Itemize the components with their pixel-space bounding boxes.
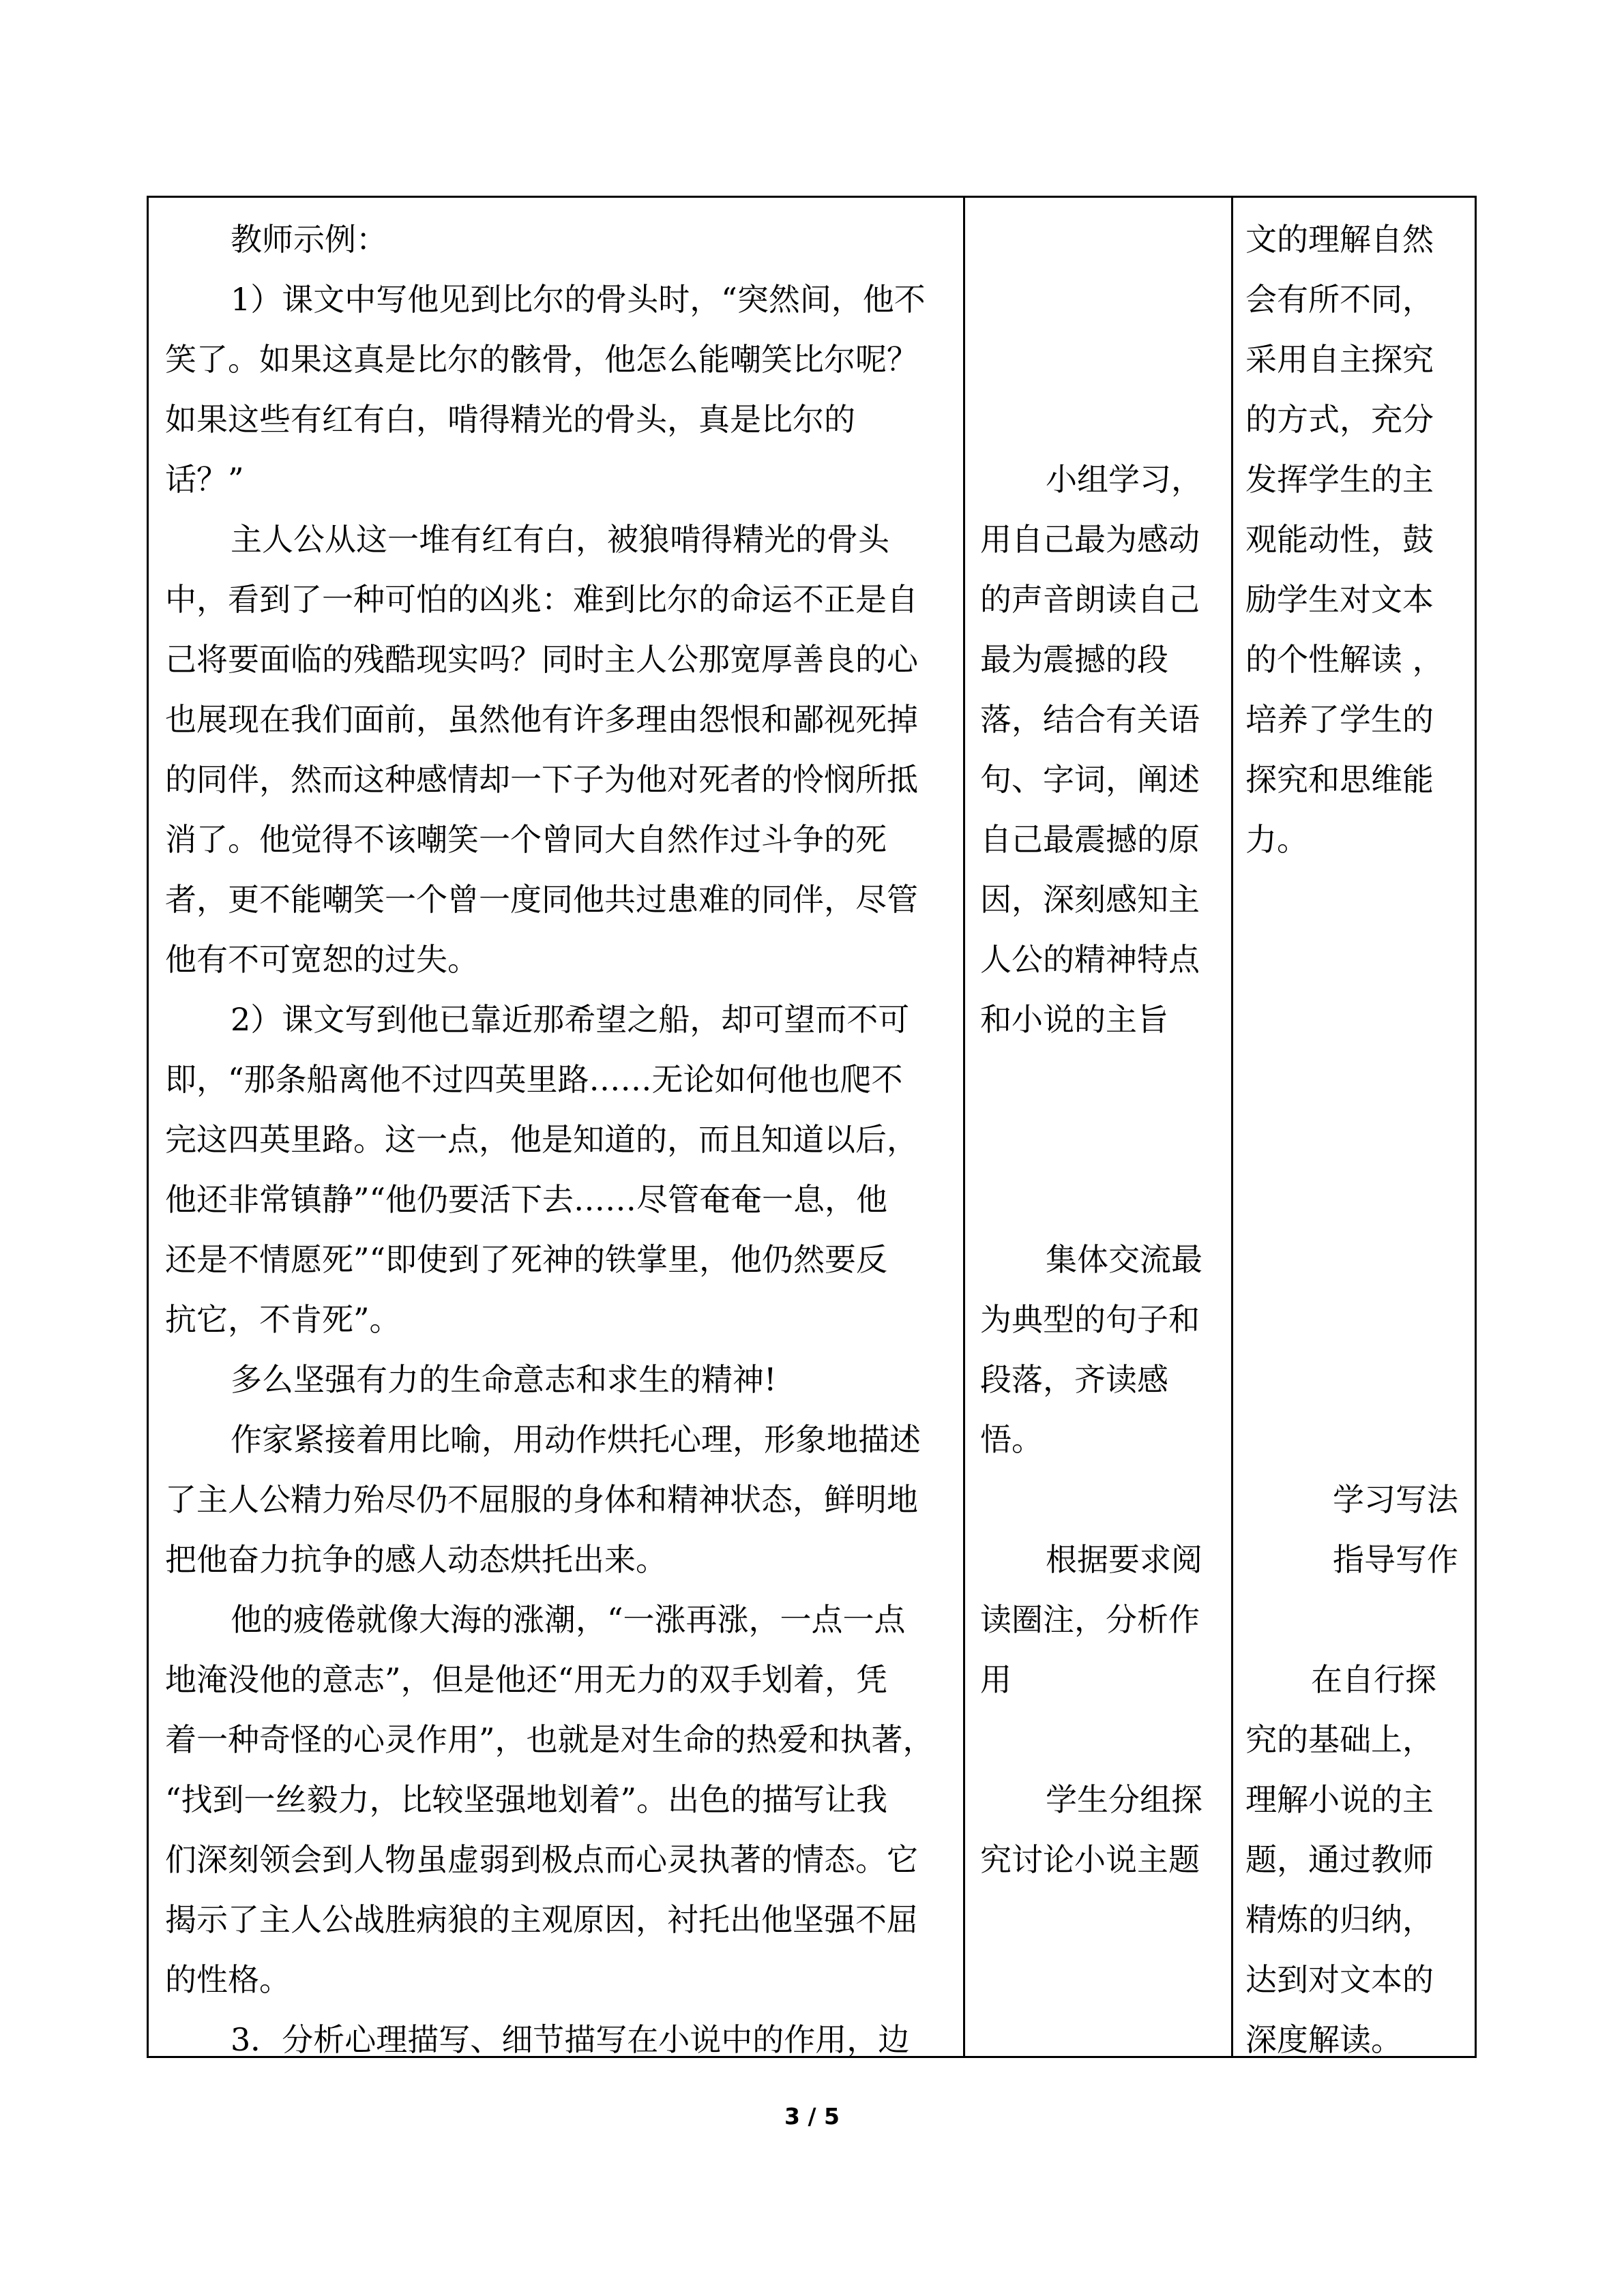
right-column-line: 采用自主探究	[1245, 341, 1434, 378]
middle-column-line: 用	[980, 1661, 1012, 1698]
left-column-line: 揭示了主人公战胜病狼的主观原因，衬托出他坚强不屈	[165, 1901, 918, 1938]
left-column-line: 的同伴，然而这种感情却一下子为他对死者的怜悯所抵	[165, 761, 918, 798]
right-column-line: 深度解读。	[1245, 2021, 1402, 2058]
middle-column-line: 因，深刻感知主	[980, 881, 1200, 918]
left-column-line: 多么坚强有力的生命意志和求生的精神!	[231, 1361, 777, 1398]
right-column-line: 文的理解自然	[1245, 221, 1434, 258]
left-column-line: 了主人公精力殆尽仍不屈服的身体和精神状态，鲜明地	[165, 1481, 918, 1518]
middle-column-line: 人公的精神特点	[980, 941, 1200, 978]
left-column-line: 也展现在我们面前，虽然他有许多理由怨恨和鄙视死掉	[165, 701, 918, 738]
right-column-line: 培养了学生的	[1245, 701, 1434, 738]
middle-column-line: 用自己最为感动	[980, 521, 1200, 558]
left-column-line: 他的疲倦就像大海的涨潮，“一涨再涨，一点一点	[231, 1601, 906, 1638]
left-column-line: 中，看到了一种可怕的凶兆：难到比尔的命运不正是自	[165, 581, 918, 618]
left-column-line: 的性格。	[165, 1961, 291, 1998]
left-column-line: 抗它，不肯死”。	[165, 1301, 401, 1338]
right-column-line: 的个性解读 ，	[1245, 641, 1444, 678]
left-column-line: 主人公从这一堆有红有白，被狼啃得精光的骨头	[231, 521, 889, 558]
left-column-line: “找到一丝毅力，比较坚强地划着”。出色的描写让我	[165, 1781, 888, 1818]
left-column-line: 3．分析心理描写、细节描写在小说中的作用，边	[231, 2021, 910, 2058]
middle-column-line: 究讨论小说主题	[980, 1841, 1200, 1878]
right-column-line: 精炼的归纳，	[1245, 1901, 1434, 1938]
middle-column-line: 自己最震撼的原	[980, 821, 1200, 858]
middle-column-line: 学生分组探	[1046, 1781, 1202, 1818]
right-column-line: 在自行探	[1311, 1661, 1436, 1698]
left-column-line: 即，“那条船离他不过四英里路……无论如何他也爬不	[165, 1061, 903, 1098]
right-column-line: 探究和思维能	[1245, 761, 1434, 798]
right-column-line: 达到对文本的	[1245, 1961, 1434, 1998]
middle-column-line: 集体交流最	[1046, 1241, 1202, 1278]
page-number: 3 / 5	[784, 2103, 840, 2130]
left-column-line: 把他奋力抗争的感人动态烘托出来。	[165, 1541, 667, 1578]
right-column-line: 力。	[1245, 821, 1308, 858]
left-column-line: 完这四英里路。这一点，他是知道的，而且知道以后，	[165, 1121, 918, 1158]
middle-column-line: 段落，齐读感	[980, 1361, 1168, 1398]
student-activity-column	[965, 198, 1233, 2056]
left-column-line: 们深刻领会到人物虽虚弱到极点而心灵执著的情态。它	[165, 1841, 918, 1878]
left-column-line: 还是不情愿死”“即使到了死神的铁掌里，他仍然要反	[165, 1241, 888, 1278]
left-column-line: 2）课文写到他已靠近那希望之船，却可望而不可	[231, 1001, 910, 1038]
right-column-line: 究的基础上，	[1245, 1721, 1434, 1758]
middle-column-line: 根据要求阅	[1046, 1541, 1202, 1578]
left-column-line: 己将要面临的残酷现实吗？同时主人公那宽厚善良的心	[165, 641, 918, 678]
left-column-line: 如果这些有红有白，啃得精光的骨头，真是比尔的	[165, 401, 855, 438]
middle-column-line: 最为震撼的段	[980, 641, 1168, 678]
right-column-line: 的方式，充分	[1245, 401, 1434, 438]
right-column-line: 发挥学生的主	[1245, 461, 1434, 498]
right-column-line: 理解小说的主	[1245, 1781, 1434, 1818]
left-column-line: 1）课文中写他见到比尔的骨头时，“突然间，他不	[231, 281, 926, 318]
left-column-line: 消了。他觉得不该嘲笑一个曾同大自然作过斗争的死	[165, 821, 887, 858]
left-column-line: 他还非常镇静”“他仍要活下去……尽管奄奄一息，他	[165, 1181, 888, 1218]
left-column-line: 话？”	[165, 461, 244, 498]
right-column-line: 观能动性，鼓	[1245, 521, 1434, 558]
left-column-line: 者，更不能嘲笑一个曾一度同他共过患难的同伴，尽管	[165, 881, 918, 918]
middle-column-line: 读圈注，分析作	[980, 1601, 1200, 1638]
middle-column-line: 落，结合有关语	[980, 701, 1200, 738]
left-column-line: 作家紧接着用比喻，用动作烘托心理，形象地描述	[231, 1421, 921, 1458]
left-column-line: 他有不可宽恕的过失。	[165, 941, 479, 978]
middle-column-line: 的声音朗读自己	[980, 581, 1200, 618]
right-column-line: 会有所不同，	[1245, 281, 1434, 318]
teacher-activity-column	[149, 198, 965, 2056]
middle-column-line: 和小说的主旨	[980, 1001, 1168, 1038]
right-column-line: 题，通过教师	[1245, 1841, 1434, 1878]
lesson-plan-table	[147, 196, 1477, 2058]
left-column-line: 教师示例：	[231, 221, 387, 258]
design-intent-column	[1233, 198, 1475, 2056]
left-column-line: 着一种奇怪的心灵作用”，也就是对生命的热爱和执著，	[165, 1721, 934, 1758]
middle-column-line: 句、字词，阐述	[980, 761, 1200, 798]
right-column-line: 励学生对文本	[1245, 581, 1434, 618]
right-column-line: 学习写法	[1333, 1481, 1458, 1518]
left-column-line: 笑了。如果这真是比尔的骸骨，他怎么能嘲笑比尔呢？	[165, 341, 918, 378]
left-column-line: 地淹没他的意志”，但是他还“用无力的双手划着，凭	[165, 1661, 888, 1698]
middle-column-line: 悟。	[980, 1421, 1043, 1458]
middle-column-line: 为典型的句子和	[980, 1301, 1200, 1338]
middle-column-line: 小组学习，	[1046, 461, 1202, 498]
right-column-line: 指导写作	[1333, 1541, 1458, 1578]
